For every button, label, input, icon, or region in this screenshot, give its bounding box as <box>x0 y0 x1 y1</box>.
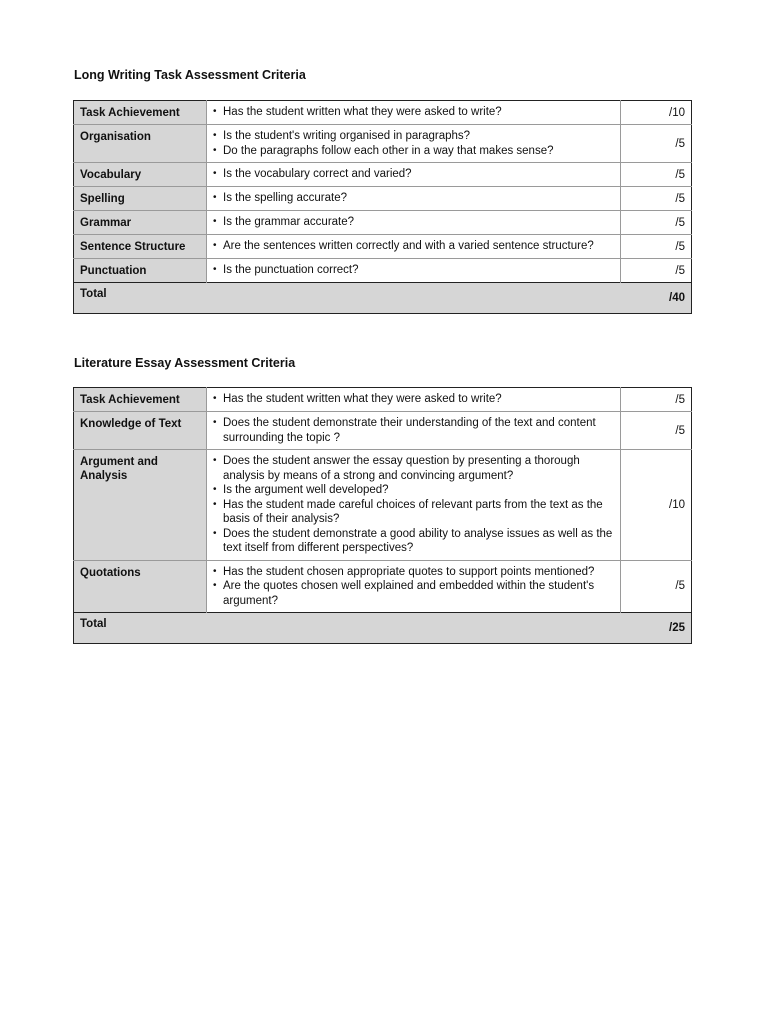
criterion-questions-list <box>212 454 614 556</box>
criterion-label: Grammar <box>74 211 207 235</box>
criterion-score: /5 <box>621 560 692 613</box>
criteria-row <box>74 450 692 561</box>
criterion-questions-list <box>212 392 614 407</box>
criteria-row <box>74 235 692 259</box>
criteria-row <box>74 388 692 412</box>
criterion-question: • Has the student made careful choices of relevant parts from the text as the basis of their analysis? <box>212 498 614 527</box>
criterion-question: • Is the vocabulary correct and varied? <box>212 167 614 182</box>
criterion-description <box>207 125 621 163</box>
criteria-row <box>74 101 692 125</box>
criterion-score: /5 <box>621 125 692 163</box>
criterion-question: • Does the student demonstrate their understanding of the text and content surrounding the topic ? <box>212 416 614 445</box>
total-row <box>74 613 692 644</box>
criterion-question: • Has the student written what they were asked to write? <box>212 105 614 120</box>
criterion-questions-list <box>212 416 614 445</box>
criteria-row <box>74 125 692 163</box>
section-title: Literature Essay Assessment Criteria <box>74 356 296 370</box>
criterion-questions-list <box>212 565 614 609</box>
criterion-question: • Does the student answer the essay question by presenting a thorough analysis by means of a strong and convincing argument? <box>212 454 614 483</box>
criterion-description <box>207 187 621 211</box>
criterion-description <box>207 259 621 283</box>
criterion-questions-list <box>212 263 614 278</box>
criterion-question: • Are the sentences written correctly and with a varied sentence structure? <box>212 239 614 254</box>
criterion-question: • Do the paragraphs follow each other in a way that makes sense? <box>212 144 614 159</box>
criterion-question: • Is the grammar accurate? <box>212 215 614 230</box>
criterion-score: /5 <box>621 235 692 259</box>
criteria-row <box>74 211 692 235</box>
criterion-question: • Is the argument well developed? <box>212 483 614 498</box>
criterion-label: Argument and Analysis <box>74 450 207 561</box>
criterion-description <box>207 101 621 125</box>
criterion-question: • Has the student chosen appropriate quotes to support points mentioned? <box>212 565 614 580</box>
criterion-question: • Does the student demonstrate a good ability to analyse issues as well as the text itself from different perspectives? <box>212 527 614 556</box>
criterion-description <box>207 560 621 613</box>
criterion-label: Vocabulary <box>74 163 207 187</box>
criteria-table <box>73 100 692 314</box>
criterion-description <box>207 388 621 412</box>
criterion-score: /5 <box>621 259 692 283</box>
criterion-score: /5 <box>621 412 692 450</box>
total-score: /25 <box>621 613 692 644</box>
criterion-description <box>207 412 621 450</box>
total-label: Total <box>74 613 621 644</box>
criterion-question: • Are the quotes chosen well explained and embedded within the student's argument? <box>212 579 614 608</box>
section-title: Long Writing Task Assessment Criteria <box>74 68 306 82</box>
criterion-score: /5 <box>621 187 692 211</box>
criterion-questions-list <box>212 215 614 230</box>
criteria-row <box>74 163 692 187</box>
criterion-question: • Is the student's writing organised in paragraphs? <box>212 129 614 144</box>
criterion-label: Task Achievement <box>74 101 207 125</box>
criterion-questions-list <box>212 191 614 206</box>
criterion-description <box>207 450 621 561</box>
criterion-questions-list <box>212 239 614 254</box>
criterion-score: /5 <box>621 388 692 412</box>
total-row <box>74 283 692 314</box>
criterion-label: Quotations <box>74 560 207 613</box>
criterion-label: Knowledge of Text <box>74 412 207 450</box>
criterion-question: • Is the spelling accurate? <box>212 191 614 206</box>
criterion-label: Sentence Structure <box>74 235 207 259</box>
criteria-row <box>74 412 692 450</box>
criterion-score: /10 <box>621 450 692 561</box>
criterion-description <box>207 163 621 187</box>
criteria-table <box>73 387 692 644</box>
criterion-score: /10 <box>621 101 692 125</box>
total-label: Total <box>74 283 621 314</box>
criterion-label: Organisation <box>74 125 207 163</box>
criterion-questions-list <box>212 129 614 158</box>
criterion-score: /5 <box>621 211 692 235</box>
criterion-description <box>207 211 621 235</box>
criterion-questions-list <box>212 105 614 120</box>
criteria-row <box>74 187 692 211</box>
criterion-questions-list <box>212 167 614 182</box>
criterion-description <box>207 235 621 259</box>
total-score: /40 <box>621 283 692 314</box>
criterion-score: /5 <box>621 163 692 187</box>
criterion-label: Punctuation <box>74 259 207 283</box>
criteria-row <box>74 259 692 283</box>
criterion-question: • Has the student written what they were asked to write? <box>212 392 614 407</box>
criteria-row <box>74 560 692 613</box>
criterion-label: Spelling <box>74 187 207 211</box>
criterion-label: Task Achievement <box>74 388 207 412</box>
criterion-question: • Is the punctuation correct? <box>212 263 614 278</box>
